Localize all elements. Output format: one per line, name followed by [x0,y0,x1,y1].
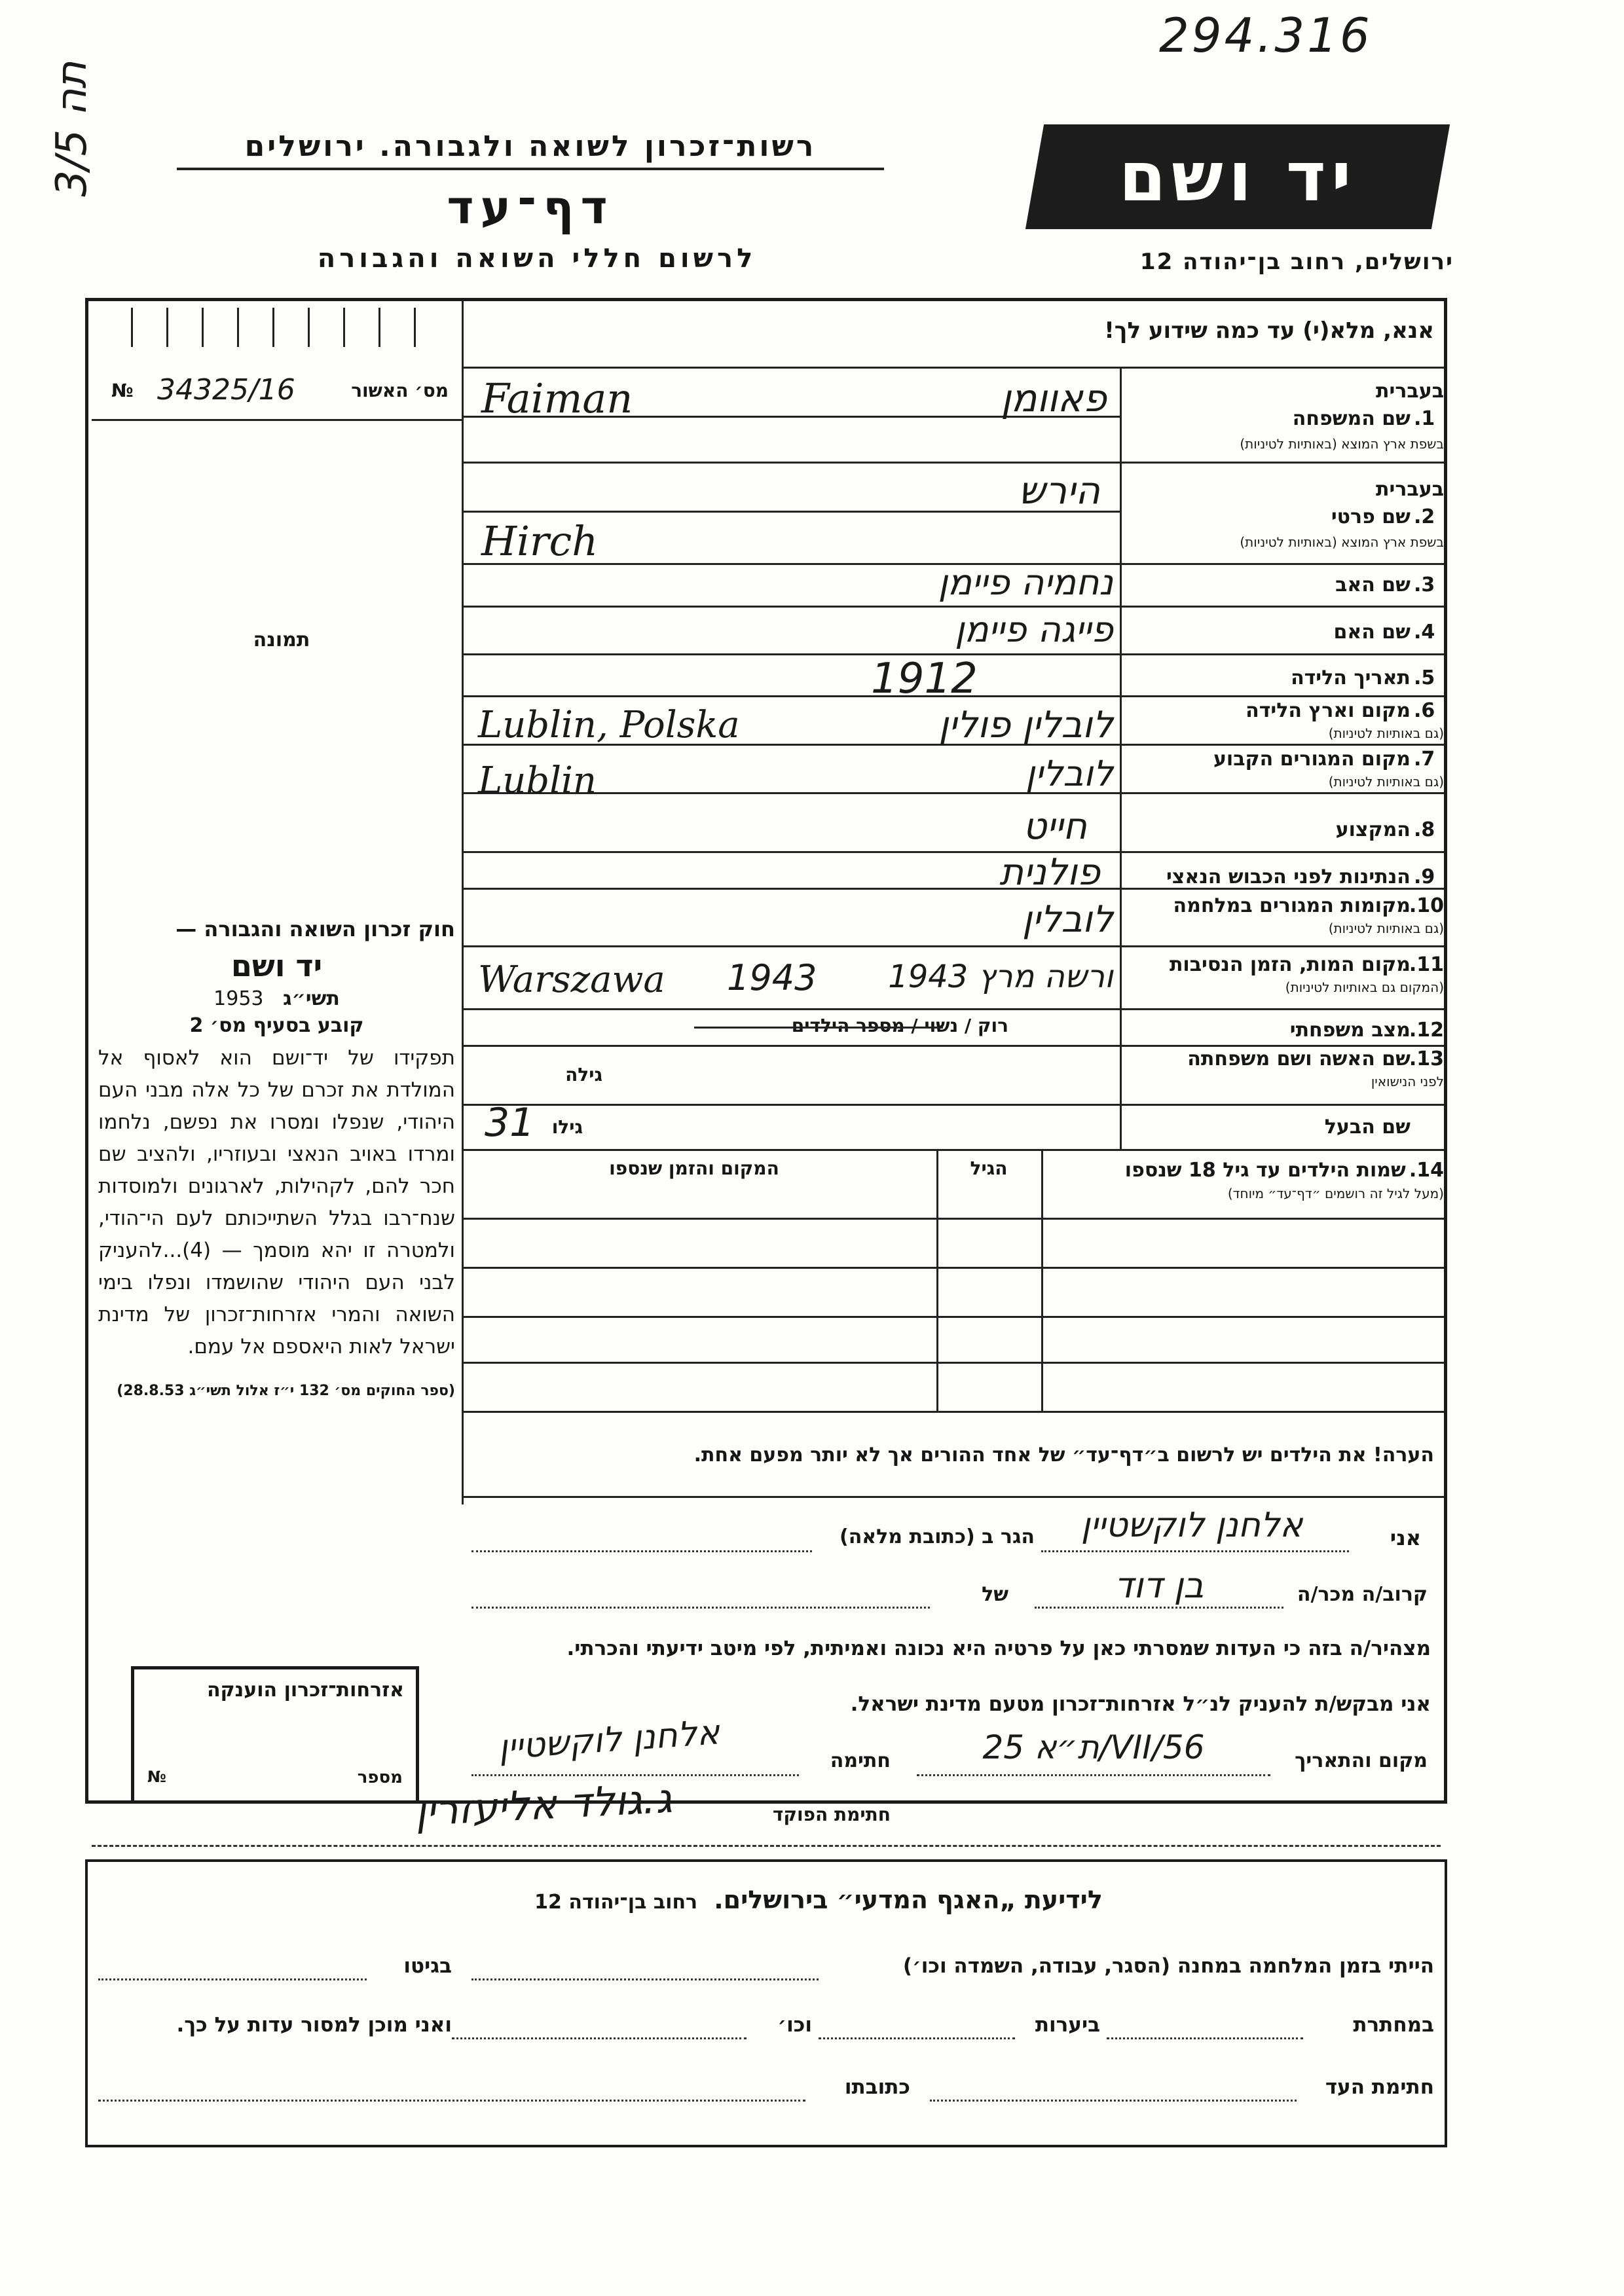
field-5-value: 1912 [871,655,978,703]
bottom-address: רחוב בן־יהודה 12 [534,1891,698,1914]
left-column-divider [462,300,464,1504]
children-col-divider-2 [1041,1149,1043,1411]
field-6-hebrew-value: לובלין פולין [938,704,1113,746]
row-line-11 [462,1008,1444,1010]
bottom-address-label: כתובתו [844,2075,910,2099]
note-line [462,1496,1444,1498]
law-clause: קובע בסעיף מס׳ 2 [189,1014,364,1037]
field-14-header [1048,1159,1444,1201]
row-line-10 [462,945,1444,947]
field-12-value: רוק / נשוי / מספר הילדים [791,1015,1008,1036]
decl-place-date-label: מקום והתאריך [1295,1749,1428,1772]
form-subtitle: לרשום חללי השואה והגבורה [317,244,757,274]
field-8-label: המקצוע [1335,818,1411,841]
citizenship-box [131,1666,419,1804]
decl-relative-dots [1035,1607,1283,1609]
field-13-age-label: גילה [565,1064,602,1085]
field-2-sub: בשפת ארץ המוצא (באותיות לטיניות) [1240,534,1444,550]
decl-i-label: אני [1390,1525,1421,1550]
archive-number: 294.316 [1159,8,1373,63]
field-2-label: שם פרטי [1331,505,1411,528]
field-14-num: 14. [1409,1159,1444,1182]
decl-address-label: הגר ב (כתובת מלאה) [839,1525,1035,1548]
bottom-ready: ואני מוכן למסור עדות על כך. [176,2013,452,2037]
bottom-line1: הייתי בזמן המלחמה במחנה (הסגר, עבודה, השמדה וכו׳) [902,1954,1434,1978]
law-year-heb: תשי״ג [283,987,340,1010]
decl-address-dots [471,1550,812,1552]
field-7-num: 7. [1414,748,1435,771]
bottom-forests: ביערות [1035,2013,1100,2037]
approval-row [98,373,455,412]
husband-age-label: גילו [551,1116,583,1138]
field-10-value: לובלין [1022,898,1113,941]
yad-vashem-logo [1025,124,1450,229]
field-5-num: 5. [1414,666,1435,689]
law-year: 1953 [213,987,264,1010]
row-line-13 [462,1104,1444,1106]
bottom-underground: במחתרת [1353,2013,1434,2037]
form-title: דף־עד [447,181,614,234]
decl-request: אני מבקש/ת להעניק לנ״ל אזרחות־זכרון מטעם מדינת ישראל. [850,1692,1431,1716]
children-row-4 [462,1362,1444,1364]
bottom-witness-sig: חתימת העד [1325,2075,1434,2099]
children-row-3 [462,1316,1444,1318]
field-12-label: מצב משפחתי [1289,1019,1411,1042]
husband-age-value: 31 [485,1100,535,1146]
citizenship-symbol: № [147,1768,166,1786]
field-2-num: 2. [1414,505,1435,528]
field-1-num: 1. [1414,407,1435,430]
org-underline [177,168,884,170]
approval-line [92,419,462,421]
citizenship-number-label: מספר [357,1768,403,1787]
law-body: תפקידו של יד־ושם הוא לאסוף אל המולדת את זכרם של כל אלה מבני העם היהודי, שנפלו ומסרו את נפשם, נלחמו ומרדו באויב הנאצי ובעוזריו, ולהציב שם חכר להם, לקהילות, לארגונים ולמוסדות שנח־רבו בגלל השתייכותם לעם הי־הודי, ולמטרה זו יהא מוסמך — (4)...להעניק לבני העם היהודי שהושמדו ונפלו בימי השואה והמרי אזרחות־זכרון של מדינת ישראל לאות היאספם אל עמם. [98,1046,455,1358]
law-logo: יד ושם [231,948,323,983]
field-7-sub: (גם באותיות לטיניות) [1328,774,1444,790]
instruction: אנא, מלא(י) עד כמה שידוע לך! [1104,318,1434,344]
field-14-sub: (מעל לגיל זה רושמים ״דף־עד״ מיוחד) [1227,1186,1444,1201]
field-11-hebrew-value: ורשה מרץ 1943 [888,958,1113,995]
children-row-2 [462,1267,1444,1269]
bottom-ghetto: בגיטו [403,1954,452,1978]
decl-name-value: אלחנן לוקשטיין [1080,1506,1303,1545]
field-9-label: הנתינות לפני הכבוש הנאצי [1166,866,1411,888]
margin-note: תה 3/5 [48,61,96,197]
field-8-value: חייט [1023,805,1087,848]
field-8-num: 8. [1414,818,1435,841]
children-col-divider-1 [936,1149,938,1411]
logo-text: יד ושם [1118,137,1357,217]
field-11-year-value: 1943 [727,957,817,998]
field-1-label: שם המשפחה [1292,407,1411,430]
decl-of-dots [471,1607,930,1609]
field-3-num: 3. [1414,574,1435,596]
bottom-title: לידיעת „האגף המדעי״ בירושלים. [714,1886,1103,1914]
field-14-label: שמות הילדים עד גיל 18 שנספו [1124,1159,1406,1182]
fields-labels [1123,367,1444,1152]
row-line-1 [462,462,1444,464]
decl-of-label: של [982,1583,1008,1606]
field-6-latin-value: Lublin, Polska [478,704,740,746]
field-2-hebrew-value: הירש [1018,468,1100,513]
field-11-latin-value: Warszawa [478,958,665,1001]
field-11-sub: (המקום גם באותיות לטיניות) [1285,979,1444,995]
field-13-label: שם האשה ושם משפחתה [1187,1048,1411,1070]
decl-statement: מצהיר/ה בזה כי העדות שמסרתי כאן על פרטיה היא נכונה ואמיתית, לפי מיטב ידיעתי והכרתי. [566,1637,1431,1660]
field-10-label: מקומות המגורים במלחמה [1173,894,1411,917]
field-6-label: מקום וארץ הלידה [1246,699,1411,722]
decl-signature-value: אלחנן לוקשטיין [497,1713,721,1768]
decl-name-dots [1041,1550,1349,1552]
address: ירושלים, רחוב בן־יהודה 12 [1139,249,1454,275]
law-citation: (ספר החוקים מס׳ 132 י״ז אלול תשי״ג 28.8.53) [117,1383,455,1399]
field-4-value: פייגה פיימן [955,609,1113,650]
field-13-num: 13. [1409,1048,1444,1070]
bottom-line1-dots [471,1978,819,1980]
field-2-latin-value: Hirch [481,517,599,565]
field-7-label: מקום המגורים הקבוע [1213,748,1411,771]
decl-officer-value: ג.גולד אליעזרין [413,1774,674,1836]
field-1-heb-tag: בעברית [1376,380,1444,403]
law-title: חוק זכרון השואה והגבורה — [175,917,455,941]
row-line-14 [462,1149,1444,1151]
field-6-num: 6. [1414,699,1435,722]
bottom-witness-dots [930,2100,1297,2102]
field-1-sub: בשפת ארץ המוצא (באותיות לטיניות) [1240,436,1444,452]
bottom-etc: וכו׳ [777,2013,812,2037]
photo-label: תמונה [253,629,310,651]
field-7-latin-value: Lublin [478,759,597,802]
decl-place-date-dots [917,1774,1270,1776]
decl-relative-label: קרוב/ה מכר/ה [1297,1583,1428,1606]
field-11-num: 11. [1409,953,1444,976]
approval-value: 34325/16 [157,373,295,407]
field-10-num: 10. [1409,894,1444,917]
bottom-address-dots [98,2100,805,2102]
bottom-title-row [458,1886,1179,1914]
law-block [98,917,455,1402]
field-13-sub: לפני הנישואין [1371,1074,1444,1089]
bottom-forests-dots [819,2037,1015,2039]
field-12-strike [694,1027,943,1029]
children-col-place: המקום והזמן שנספו [609,1157,779,1179]
row-line-3 [462,606,1444,608]
org-line: רשות־זכרון לשואה ולגבורה. ירושלים [244,130,817,163]
field-5-label: תאריך הלידה [1291,666,1411,689]
label-column-divider [1120,367,1122,1149]
field-9-num: 9. [1414,866,1435,888]
children-row-5 [462,1411,1444,1413]
field-1-latin-value: Faiman [481,374,633,422]
bottom-ghetto-dots [98,1978,367,1980]
field-1-hebrew-value: פאוומן [1001,376,1107,420]
field-9-value: פולנית [999,851,1100,894]
decl-place-date-value: ת״א 25/VII/56 [982,1728,1205,1766]
field-10-sub: (גם באותיות לטיניות) [1328,920,1444,936]
decl-signature-label: חתימה [830,1749,891,1772]
approval-tick-row [92,301,458,360]
bottom-etc-dots [452,2037,747,2039]
field-3-label: שם האב [1335,574,1411,596]
decl-officer-label: חתימת הפוקד [772,1804,891,1825]
field-4-label: שם האם [1333,621,1411,644]
bottom-underground-dots [1107,2037,1303,2039]
field-7-hebrew-value: לובלין [1025,753,1113,794]
field-3-value: נחמיה פיימן [938,562,1113,603]
decl-relative-value: בן דוד [1114,1565,1204,1606]
field-12-num: 12. [1409,1019,1444,1042]
row-line-12 [462,1045,1444,1047]
citizenship-title: אזרחות־זכרון הוענקה [206,1679,404,1702]
children-col-age: הגיל [970,1157,1008,1179]
field-4-num: 4. [1414,621,1435,644]
approval-label: מס׳ האשור [351,380,449,401]
citizenship-number-row [147,1768,403,1786]
bottom-separator [92,1845,1441,1847]
approval-symbol: № [111,380,134,401]
husband-label: שם הבעל [1324,1116,1411,1139]
note: הערה! את הילדים יש לרשום ב״דף־עד״ של אחד ההורים אך לא יותר מפעם אחת. [693,1444,1434,1467]
field-11-label: מקום המות, הזמן הנסיבות [1169,953,1411,976]
field-2-heb-tag: בעברית [1376,478,1444,501]
children-row-1 [462,1218,1444,1220]
field-6-sub: (גם באותיות לטיניות) [1328,725,1444,741]
